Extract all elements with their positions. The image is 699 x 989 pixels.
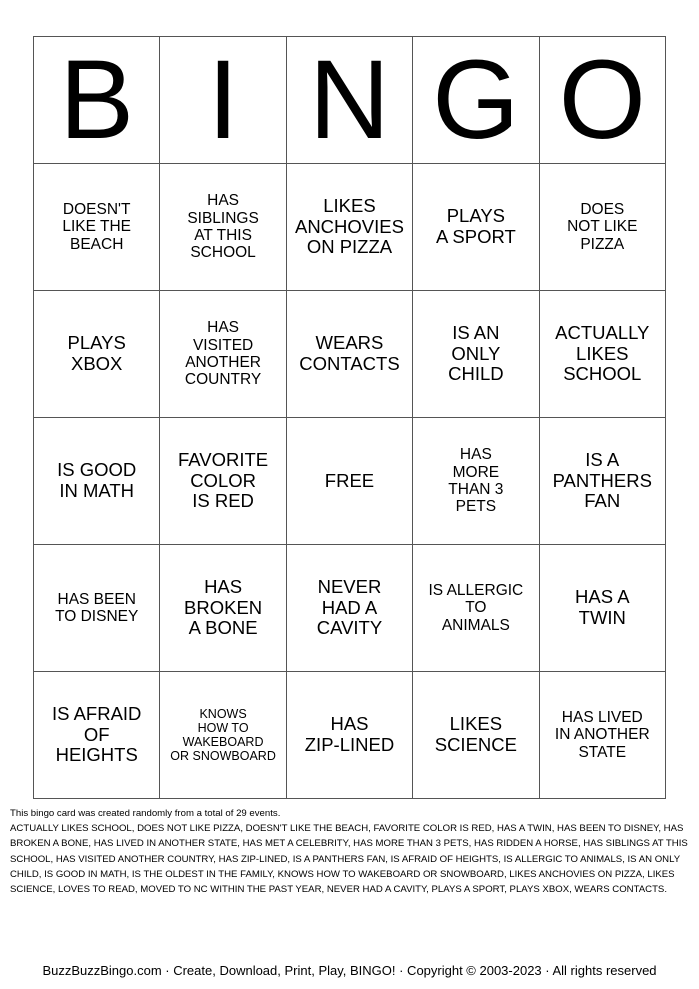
bingo-cell: DOESN'T LIKE THE BEACH <box>34 164 160 291</box>
event-list: ACTUALLY LIKES SCHOOL, DOES NOT LIKE PIZZA, DOESN'T LIKE THE BEACH, FAVORITE COLOR IS RED, HAS A TWIN, HAS BEEN TO DISNEY, HAS BROKEN A BONE, HAS LIVED IN ANOTHER STATE, HAS MET A CELEBRITY, HAS MORE THAN 3 PETS, HAS RIDDEN A HORSE, HAS SIBLINGS AT THIS SCHOOL, HAS VISITED ANOTHER COUNTRY, HAS ZIP-LINED, IS A PANTHERS FAN, IS AFRAID OF HEIGHTS, IS ALLERGIC TO ANIMALS, IS AN ONLY CHILD, IS GOOD IN MATH, IS THE OLDEST IN THE FAMILY, KNOWS HOW TO WAKEBOARD OR SNOWBOARD, LIKES ANCHOVIES ON PIZZA, LIKES SCIENCE, LOVES TO READ, MOVED TO NC WITHIN THE PAST YEAR, NEVER HAD A CAVITY, PLAYS A SPORT, PLAYS XBOX, WEARS CONTACTS. <box>10 823 688 896</box>
header-row <box>34 37 666 164</box>
bingo-cell: ACTUALLY LIKES SCHOOL <box>539 291 665 418</box>
bingo-cell: FREE <box>286 418 412 545</box>
bingo-cell: IS ALLERGIC TO ANIMALS <box>413 545 539 672</box>
bingo-cell: IS A PANTHERS FAN <box>539 418 665 545</box>
bingo-cell: DOES NOT LIKE PIZZA <box>539 164 665 291</box>
bingo-cell: WEARS CONTACTS <box>286 291 412 418</box>
bingo-cell: HAS VISITED ANOTHER COUNTRY <box>160 291 286 418</box>
bingo-cell: HAS SIBLINGS AT THIS SCHOOL <box>160 164 286 291</box>
card-info <box>10 806 690 897</box>
card-row <box>34 418 666 545</box>
bingo-cell: KNOWS HOW TO WAKEBOARD OR SNOWBOARD <box>160 672 286 799</box>
bingo-cell: NEVER HAD A CAVITY <box>286 545 412 672</box>
bingo-cell: FAVORITE COLOR IS RED <box>160 418 286 545</box>
bingo-cell: IS GOOD IN MATH <box>34 418 160 545</box>
bingo-cell: PLAYS XBOX <box>34 291 160 418</box>
bingo-cell: LIKES ANCHOVIES ON PIZZA <box>286 164 412 291</box>
bingo-cell: HAS BEEN TO DISNEY <box>34 545 160 672</box>
bingo-cell: HAS ZIP-LINED <box>286 672 412 799</box>
card-row <box>34 164 666 291</box>
card-row <box>34 672 666 799</box>
bingo-cell: IS AN ONLY CHILD <box>413 291 539 418</box>
footer-copyright: BuzzBuzzBingo.com · Create, Download, Print, Play, BINGO! · Copyright © 2003-2023 · All rights reserved <box>42 963 657 978</box>
header-letter-b: B <box>34 37 160 164</box>
bingo-cell: LIKES SCIENCE <box>413 672 539 799</box>
header-letter-n: N <box>286 37 412 164</box>
header-letter-i: I <box>160 37 286 164</box>
header-letter-o: O <box>539 37 665 164</box>
card-summary: This bingo card was created randomly from a total of 29 events. <box>10 808 281 819</box>
bingo-cell: HAS MORE THAN 3 PETS <box>413 418 539 545</box>
bingo-cell: IS AFRAID OF HEIGHTS <box>34 672 160 799</box>
card-row <box>34 291 666 418</box>
card-row <box>34 545 666 672</box>
bingo-cell: HAS A TWIN <box>539 545 665 672</box>
bingo-cell: HAS LIVED IN ANOTHER STATE <box>539 672 665 799</box>
header-letter-g: G <box>413 37 539 164</box>
bingo-cell: PLAYS A SPORT <box>413 164 539 291</box>
bingo-cell: HAS BROKEN A BONE <box>160 545 286 672</box>
bingo-card <box>33 36 666 799</box>
